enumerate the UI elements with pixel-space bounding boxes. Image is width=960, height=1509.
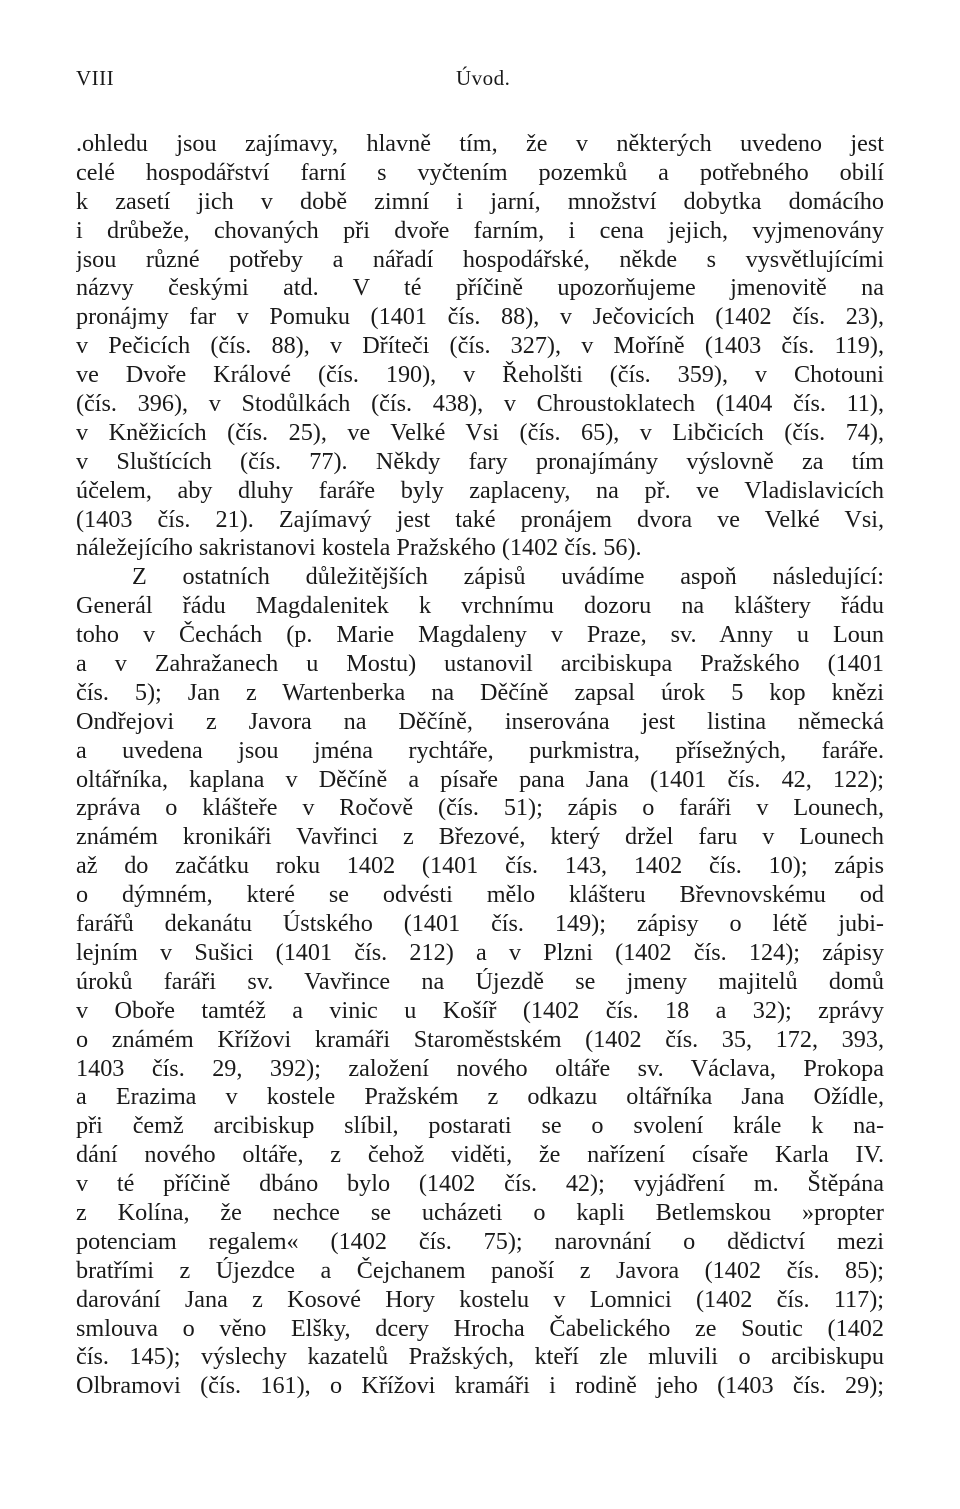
text-line: v té příčině dbáno bylo (1402 čís. 42); vyjádření m. Štěpána (76, 1170, 884, 1198)
text-line: celé hospodářství farní s vyčtením pozemků a potřebného obilí (76, 158, 884, 186)
text-line: v Kněžicích (čís. 25), ve Velké Vsi (čís. 65), v Libčicích (čís. 74), (76, 418, 884, 446)
running-title: Úvod. (456, 66, 511, 90)
text-line: z Kolína, že nechce se ucházeti o kapli Betlemskou »propter (76, 1198, 884, 1226)
text-line: Ondřejovi z Javora na Děčíně, inserována jest listina německá (76, 707, 884, 735)
text-line: a Erazima v kostele Pražském z odkazu oltářníka Jana Ožídle, (76, 1083, 884, 1111)
text-line: 1403 čís. 29, 392); založení nového oltáře sv. Václava, Prokopa (76, 1054, 884, 1082)
text-line: (čís. 396), v Stodůlkách (čís. 438), v Chroustoklatech (1404 čís. 11), (76, 390, 884, 418)
text-line: účelem, aby dluhy faráře byly zaplaceny, na př. ve Vladislavicích (76, 476, 884, 504)
text-line: úroků faráři sv. Vavřince na Újezdě se jmeny majitelů domů (76, 967, 884, 995)
text-line: a v Zahražanech u Mostu) ustanovil arcibiskupa Pražského (1401 (76, 650, 884, 678)
text-line: pronájmy far v Pomuku (1401 čís. 88), v Ječovicích (1402 čís. 23), (76, 303, 884, 331)
text-line: v Sluštících (čís. 77). Někdy fary pronajímány výslovně za tím (76, 447, 884, 475)
text-line: čís. 145); výslechy kazatelů Pražských, kteří zle mluvili o arcibiskupu (76, 1343, 884, 1371)
text-line: a uvedena jsou jména rychtáře, purkmistra, přísežných, faráře. (76, 736, 884, 764)
page-header (76, 66, 884, 96)
text-line: i drůbeže, chovaných při dvoře farním, i cena jejich, vyjmenovány (76, 216, 884, 244)
text-line: v Oboře tamtéž a vinic u Košíř (1402 čís. 18 a 32); zprávy (76, 996, 884, 1024)
text-line: oltářníka, kaplana v Děčíně a písaře pana Jana (1401 čís. 42, 122); (76, 765, 884, 793)
text-line: lejním v Sušici (1401 čís. 212) a v Plzni (1402 čís. 124); zápisy (76, 938, 884, 966)
text-line: potenciam regalem« (1402 čís. 75); narovnání o dědictví mezi (76, 1227, 884, 1255)
text-line: Z ostatních důležitějších zápisů uvádíme aspoň následující: (132, 563, 884, 591)
text-line: o známém Křížovi kramáři Staroměstském (1402 čís. 35, 172, 393, (76, 1025, 884, 1053)
text-line: .ohledu jsou zajímavy, hlavně tím, že v některých uvedeno jest (76, 130, 884, 157)
text-line: Generál řádu Magdalenitek k vrchnímu dozoru na kláštery řádu (76, 592, 884, 620)
text-line: Olbramovi (čís. 161), o Křížovi kramáři i rodině jeho (1403 čís. 29); (76, 1372, 884, 1400)
text-line: až do začátku roku 1402 (1401 čís. 143, 1402 čís. 10); zápis (76, 852, 884, 880)
text-line: jsou různé potřeby a nářadí hospodářské, někde s vysvětlujícími (76, 245, 884, 273)
text-line: (1403 čís. 21). Zajímavý jest také pronájem dvora ve Velké Vsi, (76, 505, 884, 533)
text-line: v Pečicích (čís. 88), v Dříteči (čís. 327), v Moříně (1403 čís. 119), (76, 332, 884, 360)
text-line: náležejícího sakristanovi kostela Pražského (1402 čís. 56). (76, 534, 642, 562)
body-text (76, 130, 884, 1401)
text-line: čís. 5); Jan z Wartenberka na Děčíně zapsal úrok 5 kop knězi (76, 678, 884, 706)
text-line: toho v Čechách (p. Marie Magdaleny v Praze, sv. Anny u Loun (76, 621, 884, 649)
text-line: názvy českými atd. V té příčině upozorňujeme jmenovitě na (76, 274, 884, 302)
text-line: dání nového oltáře, z čehož viděti, že nařízení císaře Karla IV. (76, 1141, 884, 1169)
text-line: smlouva o věno Elšky, dcery Hrocha Čabelického ze Soutic (1402 (76, 1314, 884, 1342)
text-line: bratřími z Újezdce a Čejchanem panoší z Javora (1402 čís. 85); (76, 1256, 884, 1284)
text-line: zpráva o klášteře v Ročově (čís. 51); zápis o faráři v Lounech, (76, 794, 884, 822)
text-line: o dýmném, které se odvésti mělo klášteru Břevnovskému od (76, 881, 884, 909)
text-line: známém kronikáři Vavřinci z Březové, který držel faru v Lounech (76, 823, 884, 851)
text-line: ve Dvoře Králové (čís. 190), v Řeholšti (čís. 359), v Chotouni (76, 361, 884, 389)
text-line: při čemž arcibiskup slíbil, postarati se o svolení krále k na- (76, 1112, 884, 1140)
text-line: darování Jana z Kosové Hory kostelu v Lomnici (1402 čís. 117); (76, 1285, 884, 1313)
page-number: VIII (76, 66, 115, 90)
text-line: k zasetí jich v době zimní i jarní, množství dobytka domácího (76, 187, 884, 215)
text-line: farářů dekanátu Ústského (1401 čís. 149); zápisy o létě jubi- (76, 910, 884, 938)
